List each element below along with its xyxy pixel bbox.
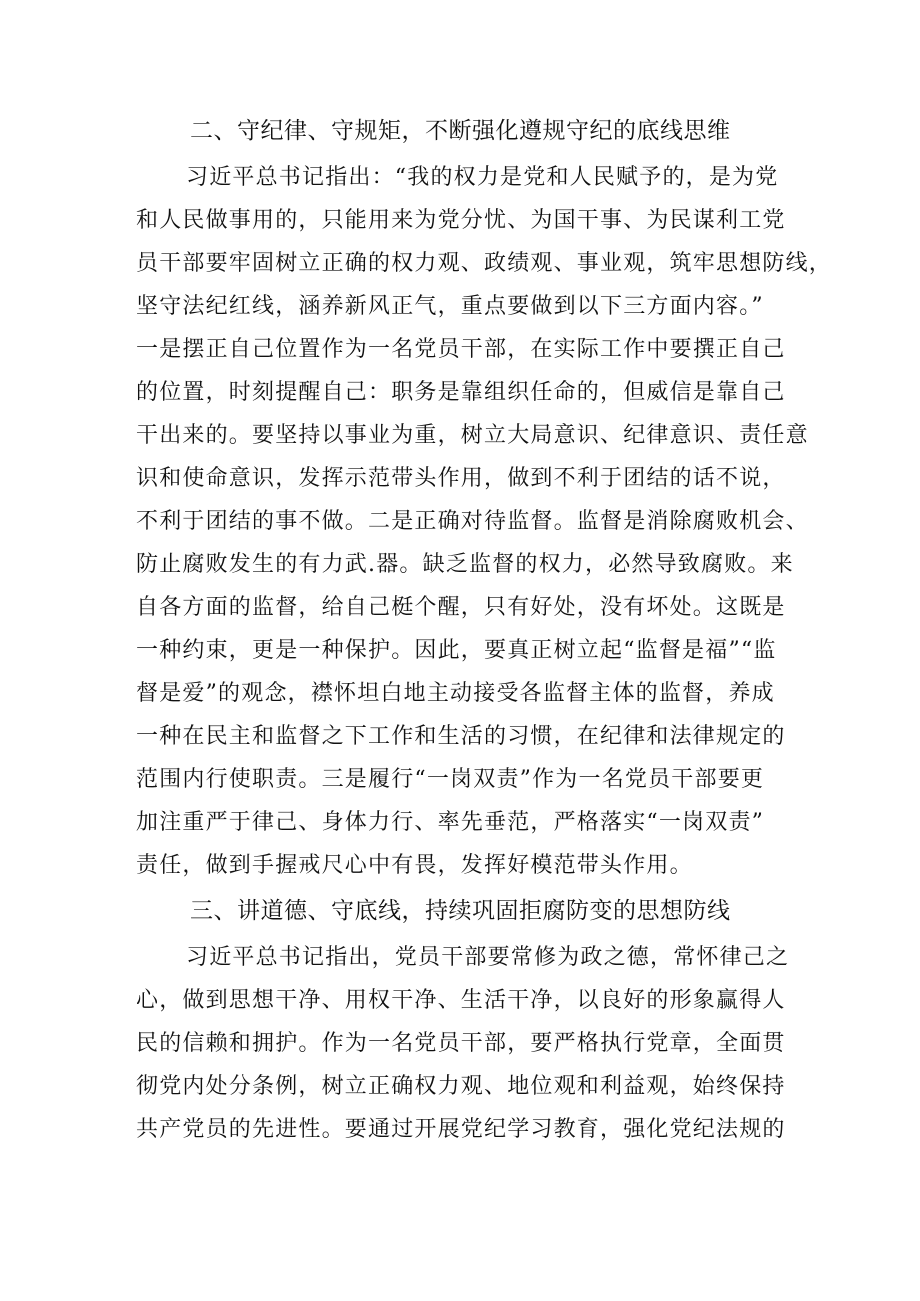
- paragraph-line: 加注重严于律己、身体力行、率先垂范，严格落实“一岗双责”: [136, 810, 765, 835]
- paragraph-line: 彻党内处分条例，树立正确权力观、地位观和利益观，始终保持: [136, 1074, 786, 1099]
- paragraph-line: 识和使命意识，发挥示范带头作用，做到不利于团结的话不说，: [136, 466, 786, 491]
- paragraph-line: 一种约束，更是一种保护。因此，要真正树立起“监督是福”“监: [136, 638, 777, 663]
- paragraph-line: 的位置，时刻提醒自己：职务是靠组织任命的，但威信是靠自己: [136, 380, 786, 405]
- paragraph-line: 和人民做事用的，只能用来为党分忧、为国干事、为民谋利工党: [136, 208, 786, 233]
- paragraph-line: 共产党员的先进性。要通过开展党纪学习教育，强化党纪法规的: [136, 1117, 786, 1142]
- paragraph-line: 习近平总书记指出，党员干部要常修为政之德，常怀律己之: [186, 945, 790, 970]
- paragraph-line: 民的信赖和拥护。作为一名党员干部，要严格执行党章，全面贯: [136, 1031, 786, 1056]
- paragraph-line: 自各方面的监督，给自己梃个醒，只有好处，没有坏处。这既是: [136, 595, 786, 620]
- paragraph-line: 一种在民主和监督之下工作和生活的习惯，在纪律和法律规定的: [136, 724, 786, 749]
- section-3-heading: 三、讲道德、守底线，持续巩固拒腐防变的思想防线: [190, 898, 731, 924]
- paragraph-line: 心，做到思想干净、用权干净、生活干净，以良好的形象赢得人: [136, 988, 786, 1013]
- paragraph-line: 责任，做到手握戒尺心中有畏，发挥好模范带头作用。: [136, 853, 693, 878]
- paragraph-line: 习近平总书记指出：“我的权力是党和人民赋予的，是为党: [186, 165, 779, 190]
- paragraph-line: 不利于团结的事不做。二是正确对待监督。监督是消除腐败机会、: [136, 509, 809, 534]
- paragraph-line: 督是爱”的观念，襟怀坦白地主动接受各监督主体的监督，养成: [136, 681, 775, 706]
- paragraph-line: 员干部要牢固树立正确的权力观、政绩观、事业观，筑牢思想防线，: [136, 251, 833, 276]
- section-2-heading: 二、守纪律、守规矩，不断强化遵规守纪的底线思维: [190, 118, 731, 144]
- paragraph-line: 范围内行使职责。三是履行“一岗双责”作为一名党员干部要更: [136, 767, 765, 792]
- paragraph-line: 坚守法纪红线，涵养新风正气，重点要做到以下三方面内容。”: [136, 294, 764, 319]
- paragraph-line: 一是摆正自己位置作为一名党员干部，在实际工作中要撰正自己: [136, 337, 786, 362]
- paragraph-line: 防止腐败发生的有力武.器。缺乏监督的权力，必然导致腐败。来: [136, 552, 794, 577]
- paragraph-line: 干出来的。要坚持以事业为重，树立大局意识、纪律意识、责任意: [136, 423, 809, 448]
